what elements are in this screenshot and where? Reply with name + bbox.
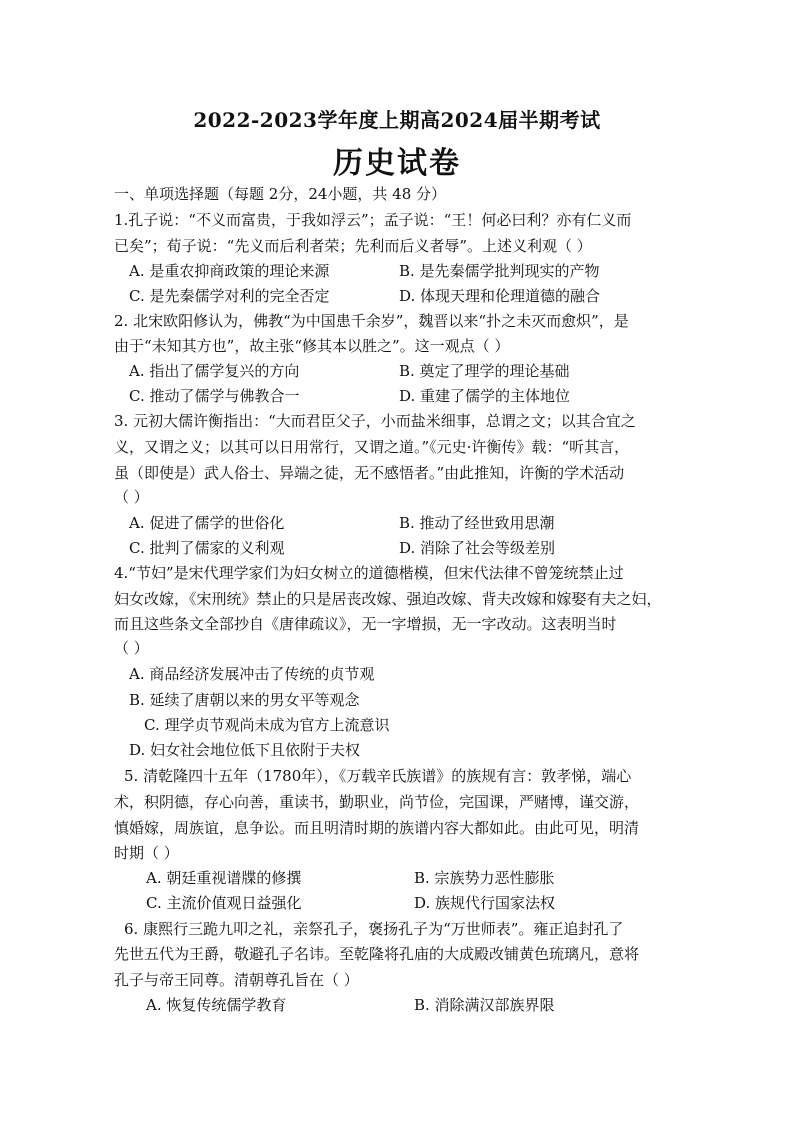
question-stem-line: 2. 北宋欧阳修认为，佛教“为中国患千余岁”，魏晋以来“扑之未灭而愈炽”，是 [114, 312, 629, 330]
question-stem-line: 6. 康熙行三跪九叩之礼，亲祭孔子，褒扬孔子为“万世师表”。雍正追封孔了 [124, 920, 624, 938]
exam-title: 2022-2023学年度上期高2024届半期考试 [193, 108, 601, 132]
option-d: D. 体现天理和伦理道德的融合 [399, 287, 601, 305]
option-b: B. 奠定了理学的理论基础 [399, 362, 570, 380]
question-stem-line: 义，又谓之义；以其可以日用常行，又谓之道。”《元史·许衡传》载：“听其言， [114, 438, 630, 456]
option-d: D. 族规代行国家法权 [414, 894, 556, 912]
question-stem-line: （ ） [114, 639, 149, 657]
question-stem-line: 术，积阴德，存心向善，重读书，勤职业，尚节俭，完国课，严赌博，谨交游， [114, 793, 640, 811]
option-c: C. 批判了儒家的义利观 [129, 539, 285, 557]
option-b: B. 是先秦儒学批判现实的产物 [399, 262, 600, 280]
question-stem-line: 妇女改嫁，《宋刑统》禁止的只是居丧改嫁、强迫改嫁、背夫改嫁和嫁娶有夫之妇， [114, 590, 662, 608]
question-stem-line: 3. 元初大儒许衡指出：“大而君臣父子，小而盐米细事，总谓之文；以其合宜之 [114, 412, 636, 430]
question-stem-line: 而且这些条文全部抄自《唐律疏议》，无一字增损，无一字改动。这表明当时 [114, 615, 617, 633]
option-b: B. 推动了经世致用思潮 [399, 514, 555, 532]
option-c: C. 主流价值观日益强化 [146, 894, 302, 912]
question-stem-line: 虽（即使是）武人俗士、异端之徒，无不感悟者。”由此推知，许衡的学术活动 [114, 464, 625, 482]
question-stem-line: 时期（ ） [114, 844, 179, 862]
option-c: C. 是先秦儒学对利的完全否定 [129, 287, 330, 305]
question-stem-line: 4.“节妇”是宋代理学家们为妇女树立的道德楷模，但宋代法律不曾笼统禁止过 [114, 564, 624, 582]
option-b: B. 消除满汉部族界限 [414, 996, 555, 1014]
option-d: D. 消除了社会等级差别 [399, 539, 556, 557]
option-b: B. 宗族势力恶性膨胀 [414, 869, 555, 887]
question-stem-line: 已矣”；荀子说：“先义而后利者荣；先利而后义者辱”。上述义利观（ ） [114, 237, 592, 255]
section-heading: 一、单项选择题（每题 2分，24小题，共 48 分） [114, 185, 447, 203]
question-stem-line: 由于“未知其方也”，故主张“修其本以胜之”。这一观点（ ） [114, 337, 510, 355]
exam-subject-title: 历史试卷 [333, 146, 461, 181]
option-a: A. 指出了儒学复兴的方向 [129, 362, 300, 380]
option-d: D. 重建了儒学的主体地位 [399, 387, 571, 405]
option-a: A. 商品经济发展冲击了传统的贞节观 [129, 665, 375, 683]
option-a: A. 恢复传统儒学教育 [146, 996, 287, 1014]
option-c: C. 理学贞节观尚未成为官方上流意识 [144, 716, 390, 734]
question-stem-line: 孔子与帝王同尊。清朝尊孔旨在（ ） [114, 971, 359, 989]
option-a: A. 是重农抑商政策的理论来源 [129, 262, 330, 280]
option-b: B. 延续了唐朝以来的男女平等观念 [129, 691, 360, 709]
option-d: D. 妇女社会地位低下且依附于夫权 [129, 741, 361, 759]
question-stem-line: 慎婚嫁，周族谊，息争讼。而且明清时期的族谱内容大都如此。由此可见，明清 [114, 819, 640, 837]
option-c: C. 推动了儒学与佛教合一 [129, 387, 300, 405]
question-stem-line: （ ） [114, 488, 149, 506]
question-stem-line: 5. 清乾隆四十五年（1780年），《万载辛氏族谱》的族规有言：敦孝悌，端心 [124, 767, 632, 785]
question-stem-line: 先世五代为王爵，敬避孔子名讳。至乾隆将孔庙的大成殿改铺黄色琉璃凡，意将 [114, 945, 640, 963]
option-a: A. 促进了儒学的世俗化 [129, 514, 285, 532]
question-stem-line: 1.孔子说：“不义而富贵，于我如浮云”；孟子说：“王！何必曰利？亦有仁义而 [114, 211, 632, 229]
option-a: A. 朝廷重视谱牒的修撰 [146, 869, 302, 887]
